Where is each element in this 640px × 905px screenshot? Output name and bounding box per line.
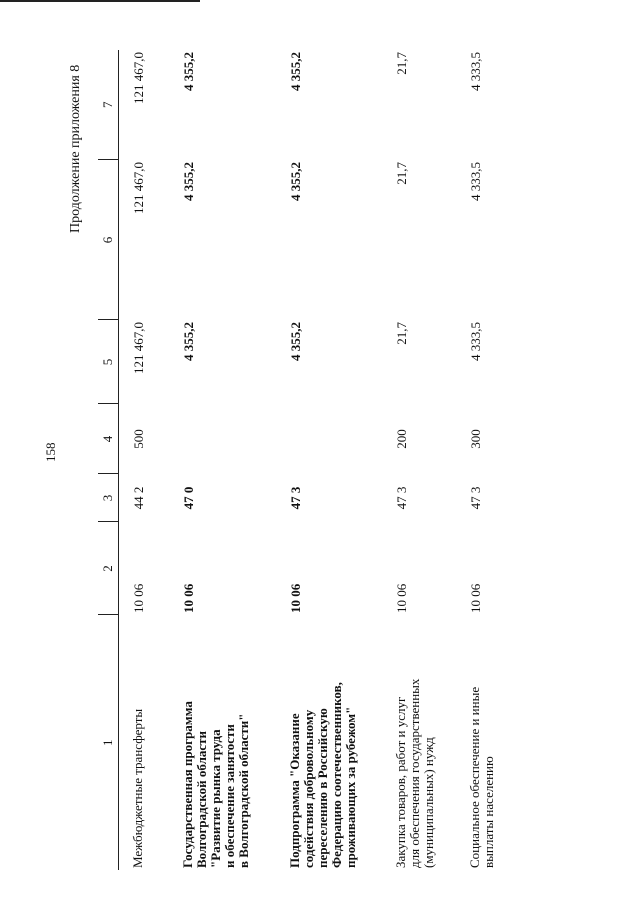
expense-kind: 300 <box>467 429 483 449</box>
row-name-line: Социальное обеспечение и иные <box>466 686 482 868</box>
row-name <box>169 615 276 870</box>
row-name-line: Государственная программа <box>179 701 195 868</box>
row-name-line: Межбюджетные трансферты <box>130 708 145 868</box>
appendix-caption: Продолжение приложения 8 <box>68 64 83 233</box>
row-name-line: для обеспечения государственных <box>406 678 422 868</box>
section-code: 10 06 <box>467 583 483 613</box>
page-number: 158 <box>43 442 58 462</box>
row-name-line: переселению в Российскую <box>314 708 330 868</box>
row-name-line: содействия добровольному <box>300 709 316 868</box>
row-name-line: "Развитие рынка труда <box>207 729 223 868</box>
section-code: 10 06 <box>287 583 303 613</box>
column-header: 4 <box>98 404 119 474</box>
row-name-line: Волгоградской области <box>193 730 209 868</box>
table-row <box>382 50 456 870</box>
table-row <box>456 50 516 870</box>
section-code: 10 06 <box>180 583 196 613</box>
value-col7: 4 333,5 <box>467 52 483 91</box>
value-col6: 21,7 <box>393 162 409 185</box>
column-header: 1 <box>98 615 119 870</box>
value-col5: 21,7 <box>393 322 409 345</box>
value-col6: 4 355,2 <box>287 162 303 201</box>
target-code: 47 3 <box>467 486 483 510</box>
value-col6: 121 467,0 <box>131 162 146 214</box>
value-col7: 121 467,0 <box>131 52 146 104</box>
row-name-line: и обеспечение занятости <box>221 724 237 868</box>
value-col7: 21,7 <box>393 52 409 75</box>
target-code: 44 2 <box>131 486 146 510</box>
row-name <box>276 615 382 870</box>
value-col7: 4 355,2 <box>180 52 196 91</box>
column-header: 6 <box>98 160 119 320</box>
value-col5: 4 333,5 <box>467 322 483 361</box>
expense-kind <box>276 404 382 474</box>
value-col5: 121 467,0 <box>131 322 146 374</box>
expense-kind <box>169 404 276 474</box>
row-name-line: в Волгоградской области" <box>235 713 251 868</box>
column-number-row <box>98 50 119 870</box>
target-code: 47 0 <box>180 486 196 510</box>
table-row <box>276 50 382 870</box>
column-header: 5 <box>98 320 119 404</box>
row-name-line: выплаты населению <box>480 756 496 868</box>
row-name-line: Закупка товаров, работ и услуг <box>392 696 408 868</box>
row-name <box>456 615 516 870</box>
section-code: 10 06 <box>131 583 146 613</box>
row-name-line: (муниципальных) нужд <box>420 737 436 868</box>
column-header: 3 <box>98 474 119 522</box>
row-name-line: Подпрограмма "Оказание <box>286 713 302 868</box>
expense-kind: 200 <box>393 429 409 449</box>
value-col6: 4 355,2 <box>180 162 196 201</box>
column-header: 2 <box>98 522 119 615</box>
section-code: 10 06 <box>393 583 409 613</box>
row-name <box>119 615 169 870</box>
table-row <box>119 50 169 870</box>
expense-kind: 500 <box>131 429 146 449</box>
value-col6: 4 333,5 <box>467 162 483 201</box>
budget-table <box>98 50 516 870</box>
table-row <box>169 50 276 870</box>
value-col7: 4 355,2 <box>287 52 303 91</box>
row-name-line: Федерацию соотечественников, <box>328 682 344 868</box>
value-col5: 4 355,2 <box>180 322 196 361</box>
value-col5: 4 355,2 <box>287 322 303 361</box>
row-name-line: проживающих за рубежом" <box>342 706 358 868</box>
target-code: 47 3 <box>393 486 409 510</box>
row-name <box>382 615 456 870</box>
column-header: 7 <box>98 50 119 160</box>
target-code: 47 3 <box>287 486 303 510</box>
